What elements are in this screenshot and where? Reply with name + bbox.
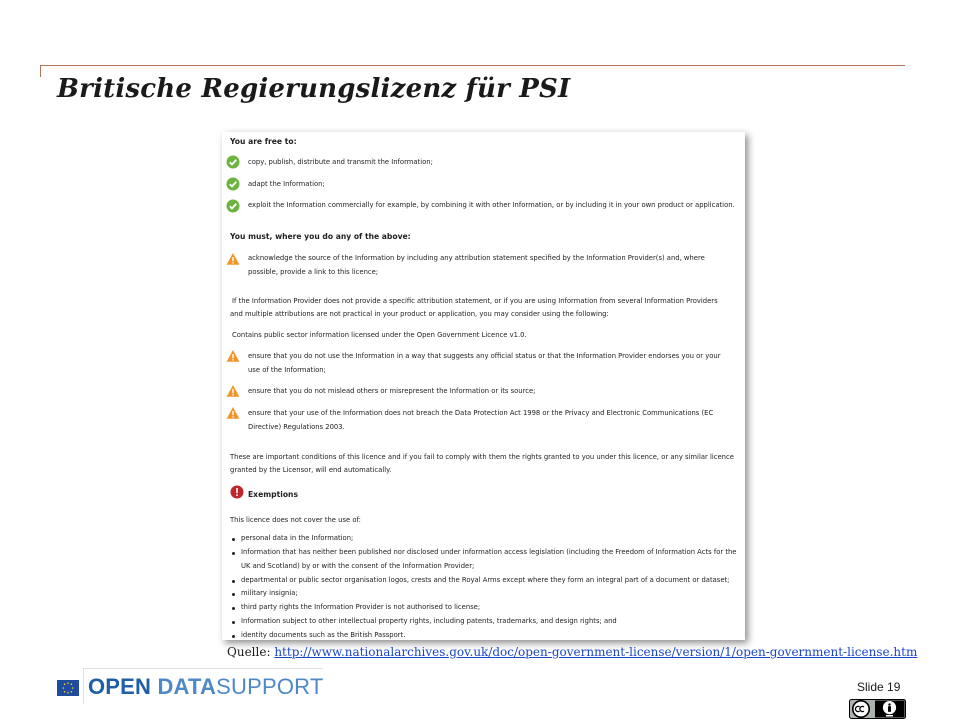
data-protection-line: ensure that your use of the Information does not breach the Data Protection Act 1998 or the Privacy and Electronic Communications (EC: [248, 409, 714, 417]
free-item: exploit the Information commercially for example, by combining it with other Information, or by including it in your own product or application.: [248, 201, 735, 209]
exemptions-intro: This licence does not cover the use of:: [230, 516, 361, 524]
bullet-icon: [232, 621, 235, 624]
exemption-line: military insignia;: [241, 589, 298, 597]
conditions-line: These are important conditions of this licence and if you fail to comply with them the rights granted to you under this licence, or any similar licence: [230, 453, 734, 461]
mislead-line: ensure that you do not mislead others or misrepresent the Information or its source;: [248, 387, 536, 395]
exemption-line: personal data in the Information;: [241, 534, 354, 542]
bullet-icon: [232, 552, 235, 555]
exemption-line: Information that has neither been published nor disclosed under information access legislation (including the Freedom of Information Acts for the: [241, 548, 737, 556]
title-divider-line: [40, 65, 905, 66]
source-citation: [227, 645, 917, 659]
brand-support: SUPPORT: [216, 674, 324, 699]
footer-divider-vertical: [83, 668, 84, 704]
conditions-line: granted by the Licensor, will end automatically.: [230, 466, 392, 474]
check-icon: [226, 199, 240, 213]
data-protection-line: Directive) Regulations 2003.: [248, 423, 345, 431]
source-link[interactable]: http://www.nationalarchives.gov.uk/doc/open-government-license/version/1/open-government-license.htm: [274, 645, 918, 659]
licence-screenshot: [222, 132, 745, 640]
free-heading: You are free to:: [230, 137, 297, 146]
exemption-line: departmental or public sector organisation logos, crests and the Royal Arms except where they form an integral part of a document or dataset;: [241, 576, 730, 584]
free-item: adapt the Information;: [248, 180, 325, 188]
exemptions-heading: Exemptions: [248, 490, 298, 499]
exemption-line: identity documents such as the British Passport.: [241, 631, 406, 639]
bullet-icon: [232, 593, 235, 596]
bullet-icon: [232, 538, 235, 541]
bullet-icon: [232, 635, 235, 638]
exemption-line: third party rights the Information Provider is not authorised to license;: [241, 603, 481, 611]
cc-by-icon: [849, 699, 906, 719]
bullet-icon: [232, 607, 235, 610]
source-label: Quelle:: [227, 645, 271, 659]
exclamation-icon: [230, 485, 244, 499]
attribution-info-line: If the Information Provider does not provide a specific attribution statement, or if you are using Information from several Information Providers: [232, 297, 718, 305]
warning-icon: [226, 384, 240, 398]
exemption-line: Information subject to other intellectual property rights, including patents, trademarks, and design rights; and: [241, 617, 617, 625]
slide-number: Slide 19: [857, 680, 901, 694]
brand-data: DATA: [157, 674, 217, 699]
slide-title: Britische Regierungslizenz für PSI: [57, 74, 571, 104]
warning-icon: [226, 349, 240, 363]
check-icon: [226, 155, 240, 169]
must-heading: You must, where you do any of the above:: [230, 232, 411, 241]
brand-open: OPEN: [88, 674, 152, 699]
exemption-line: UK and Scotland) by or with the consent of the Information Provider;: [241, 562, 475, 570]
acknowledge-line: possible, provide a link to this licence;: [248, 268, 379, 276]
warning-icon: [226, 252, 240, 266]
official-status-line: ensure that you do not use the Information in a way that suggests any official status or that the Information Provider endorses you or your: [248, 352, 721, 360]
eu-flag-icon: [57, 680, 79, 696]
attribution-statement: Contains public sector information licensed under the Open Government Licence v1.0.: [232, 331, 527, 339]
open-data-support-logo: [88, 674, 323, 700]
bullet-icon: [232, 580, 235, 583]
acknowledge-line: acknowledge the source of the Information by including any attribution statement specified by the Information Provider(s) and, where: [248, 254, 705, 262]
footer-divider: [83, 668, 323, 669]
warning-icon: [226, 406, 240, 420]
check-icon: [226, 177, 240, 191]
official-status-line: use of the Information;: [248, 366, 326, 374]
title-divider-tick: [40, 65, 41, 77]
free-item: copy, publish, distribute and transmit the Information;: [248, 158, 433, 166]
attribution-info-line: and multiple attributions are not practical in your product or application, you may consider using the following:: [230, 310, 609, 318]
